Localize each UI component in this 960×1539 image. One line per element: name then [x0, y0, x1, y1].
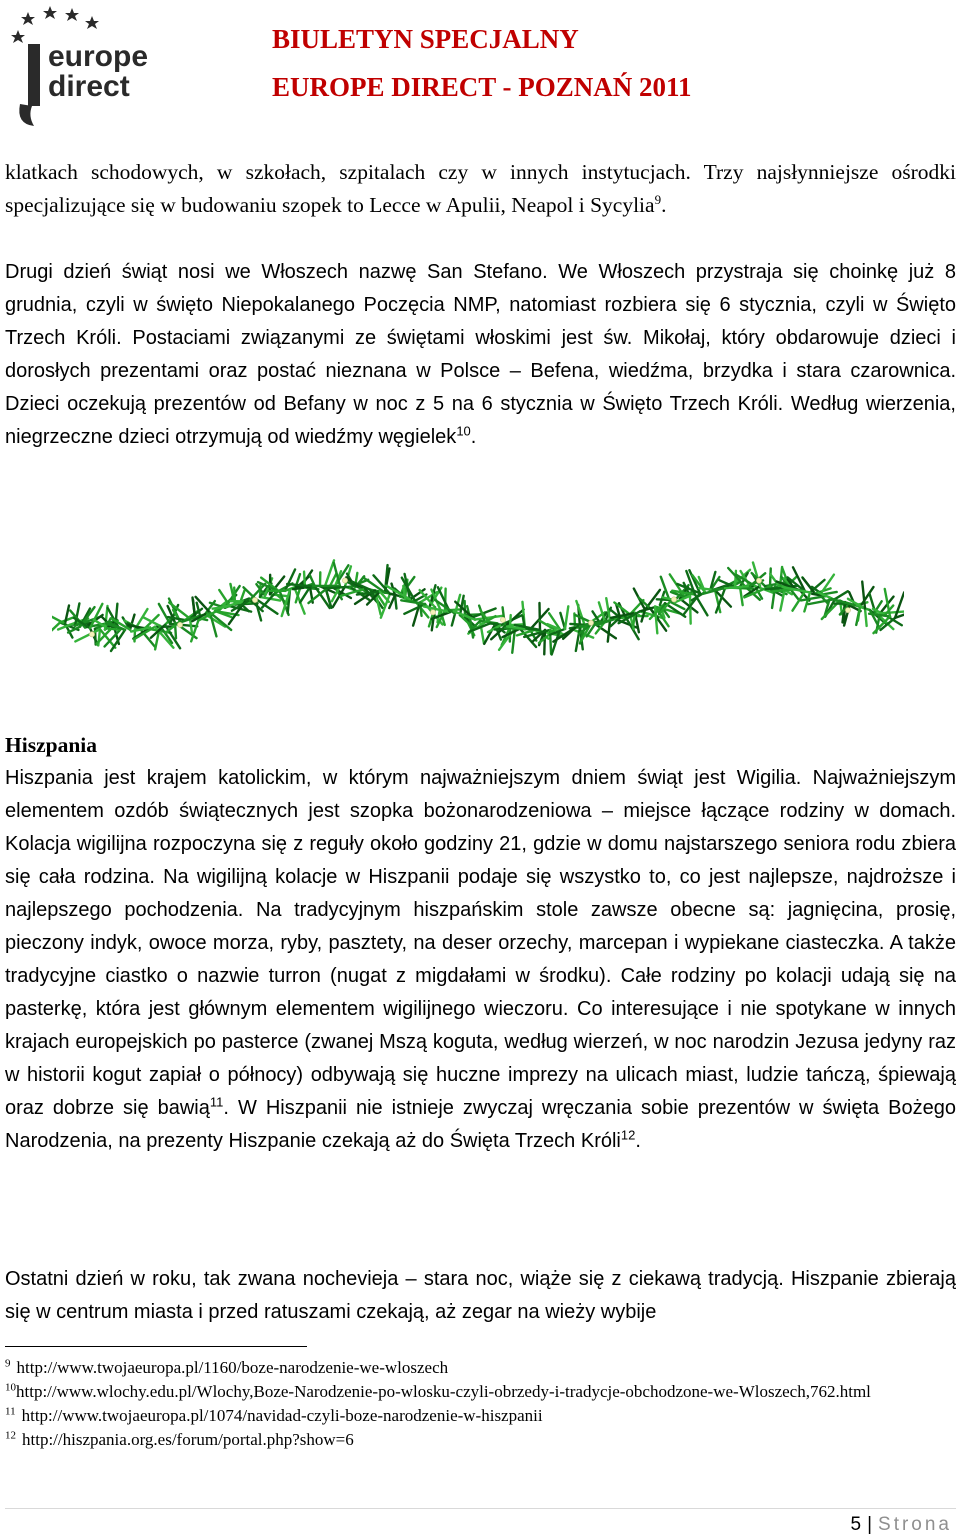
footnote-ref[interactable]: 10: [456, 423, 471, 439]
footnote-ref[interactable]: 11: [209, 1094, 224, 1110]
section-heading-spain: Hiszpania: [5, 733, 97, 757]
paragraph-italy-holidays: Drugi dzień świąt nosi we Włoszech nazwę San Stefano. We Włoszech przystraja się choinkę już 8 grudnia, czyli w święto Niepokalanego Poczęcia NMP, natomiast rozbiera się 6 stycznia, czyli w Święto Trzech Króli. Postaciami związanymi ze świętami włoskimi jest św. Mikołaj, który obdarowuje dzieci i dorosłych prezentami oraz postać nieznana w Polsce – Befena, wiedźma, brzydka i stara czarownica. Dzieci oczekują prezentów od Befany w noc z 5 na 6 stycznia w Święto Trzech Króli. Według wierzenia, niegrzeczne dzieci otrzymują od wiedźmy węgielek$^{10}$.: [5, 261, 956, 448]
footnote-ref[interactable]: 12: [620, 1127, 636, 1143]
bulletin-title: BIULETYN SPECJALNY: [272, 24, 579, 54]
paragraph-spain-christmas: Hiszpania jest krajem katolickim, w którym najważniejszym dniem świąt jest Wigilia. Najważniejszym elementem ozdób świątecznych jest szopka bożonarodzeniowa – miejsce łączące rodziny w domach. Kolacja wigilijna rozpoczyna się z reguły około godziny 21, gdzie w domu najstarszego seniora rodu zbiera się cała rodzina. Na wigilijną kolacje w Hiszpanii podaje się wszystko to, co jest najlepsze, najdroższe i najlepszego pochodzenia. Na tradycyjnym hiszpańskim stole zawsze obecne są: jagnięcina, prosię, pieczony indyk, owoce morza, ryby, pasztety, na deser orzechy, marcepan i wypiekane ciasteczka. A także tradycyjne ciastko o nazwie turron (nugat z migdałami w środku). Całe rodziny po kolacji udają się na pasterkę, która jest głównym elementem wigilijnego wieczoru. Co interesujące i nie spotykane w innych krajach europejskich po pasterce (zwanej Mszą koguta, według wierzeń, w noc narodzin Jezusa jedyny raz w historii kogut zapiał o północy) odbywają się huczne imprezy na ulicach miast, ludzie tańczą, śpiewają oraz dobrze się bawią$^{11}$. W Hiszpanii nie istnieje zwyczaj wręczania sobie prezentów w święta Bożego Narodzenia, na prezenty Hiszpanie czekają aż do Święta Trzech Króli$^{12}$.: [5, 767, 956, 1152]
footnote-link[interactable]: http://www.wlochy.edu.pl/Wlochy,Boze-Narodzenie-po-wlosku-czyli-obrzedy-i-tradycje-obchodzone-we-Wloszech,762.html: [16, 1382, 871, 1401]
christmas-garland-image: [52, 548, 904, 668]
star-icon: [65, 8, 79, 21]
footer-separator: [5, 1508, 956, 1509]
star-icon: [43, 6, 57, 19]
paragraph-italy-cribs: klatkach schodowych, w szkołach, szpitalach czy w innych instytucjach. Trzy najsłynniejsze ośrodki specjalizujące się w budowaniu szopek to Lecce w Apulii, Neapol i Sycylia$^9$.: [5, 160, 956, 217]
star-icon: [11, 30, 25, 43]
footnote-ref[interactable]: 9: [654, 191, 662, 207]
footnote-link[interactable]: http://www.twojaeuropa.pl/1160/boze-narodzenie-we-wloszech: [16, 1358, 449, 1377]
star-icon: [85, 16, 99, 29]
footnote-item: $^{11}$ http://www.twojaeuropa.pl/1074/navidad-czyli-boze-narodzenie-w-hiszpanii: [5, 1405, 543, 1425]
page-number: 5 | Strona: [850, 1514, 952, 1535]
star-icon: [21, 12, 35, 25]
footnote-link[interactable]: http://hiszpania.org.es/forum/portal.php?show=6: [22, 1430, 354, 1449]
svg-text:europe: europe: [48, 40, 149, 73]
footnote-link[interactable]: http://www.twojaeuropa.pl/1074/navidad-czyli-boze-narodzenie-w-hiszpanii: [21, 1406, 543, 1425]
bulletin-subtitle: EUROPE DIRECT - POZNAŃ 2011: [272, 72, 692, 102]
footnote-item: $^{12}$ http://hiszpania.org.es/forum/portal.php?show=6: [5, 1429, 354, 1449]
footnote-item: $^9$ http://www.twojaeuropa.pl/1160/boze-narodzenie-we-wloszech: [5, 1357, 449, 1377]
footnotes: [5, 1356, 945, 1452]
footnote-item: $^{10}$http://www.wlochy.edu.pl/Wlochy,Boze-Narodzenie-po-wlosku-czyli-obrzedy-i-tradycje-obchodzone-we-Wloszech,762.html: [5, 1381, 871, 1401]
footnote-separator: [5, 1346, 307, 1347]
paragraph-spain-new-year: Ostatni dzień w roku, tak zwana nochevieja – stara noc, wiąże się z ciekawą tradycją. Hiszpanie zbierają się w centrum miasta i przed ratuszami czekają, aż zegar na wieży wybije: [5, 1268, 956, 1323]
europe-direct-logo: [6, 4, 156, 130]
svg-text:direct: direct: [48, 70, 130, 103]
